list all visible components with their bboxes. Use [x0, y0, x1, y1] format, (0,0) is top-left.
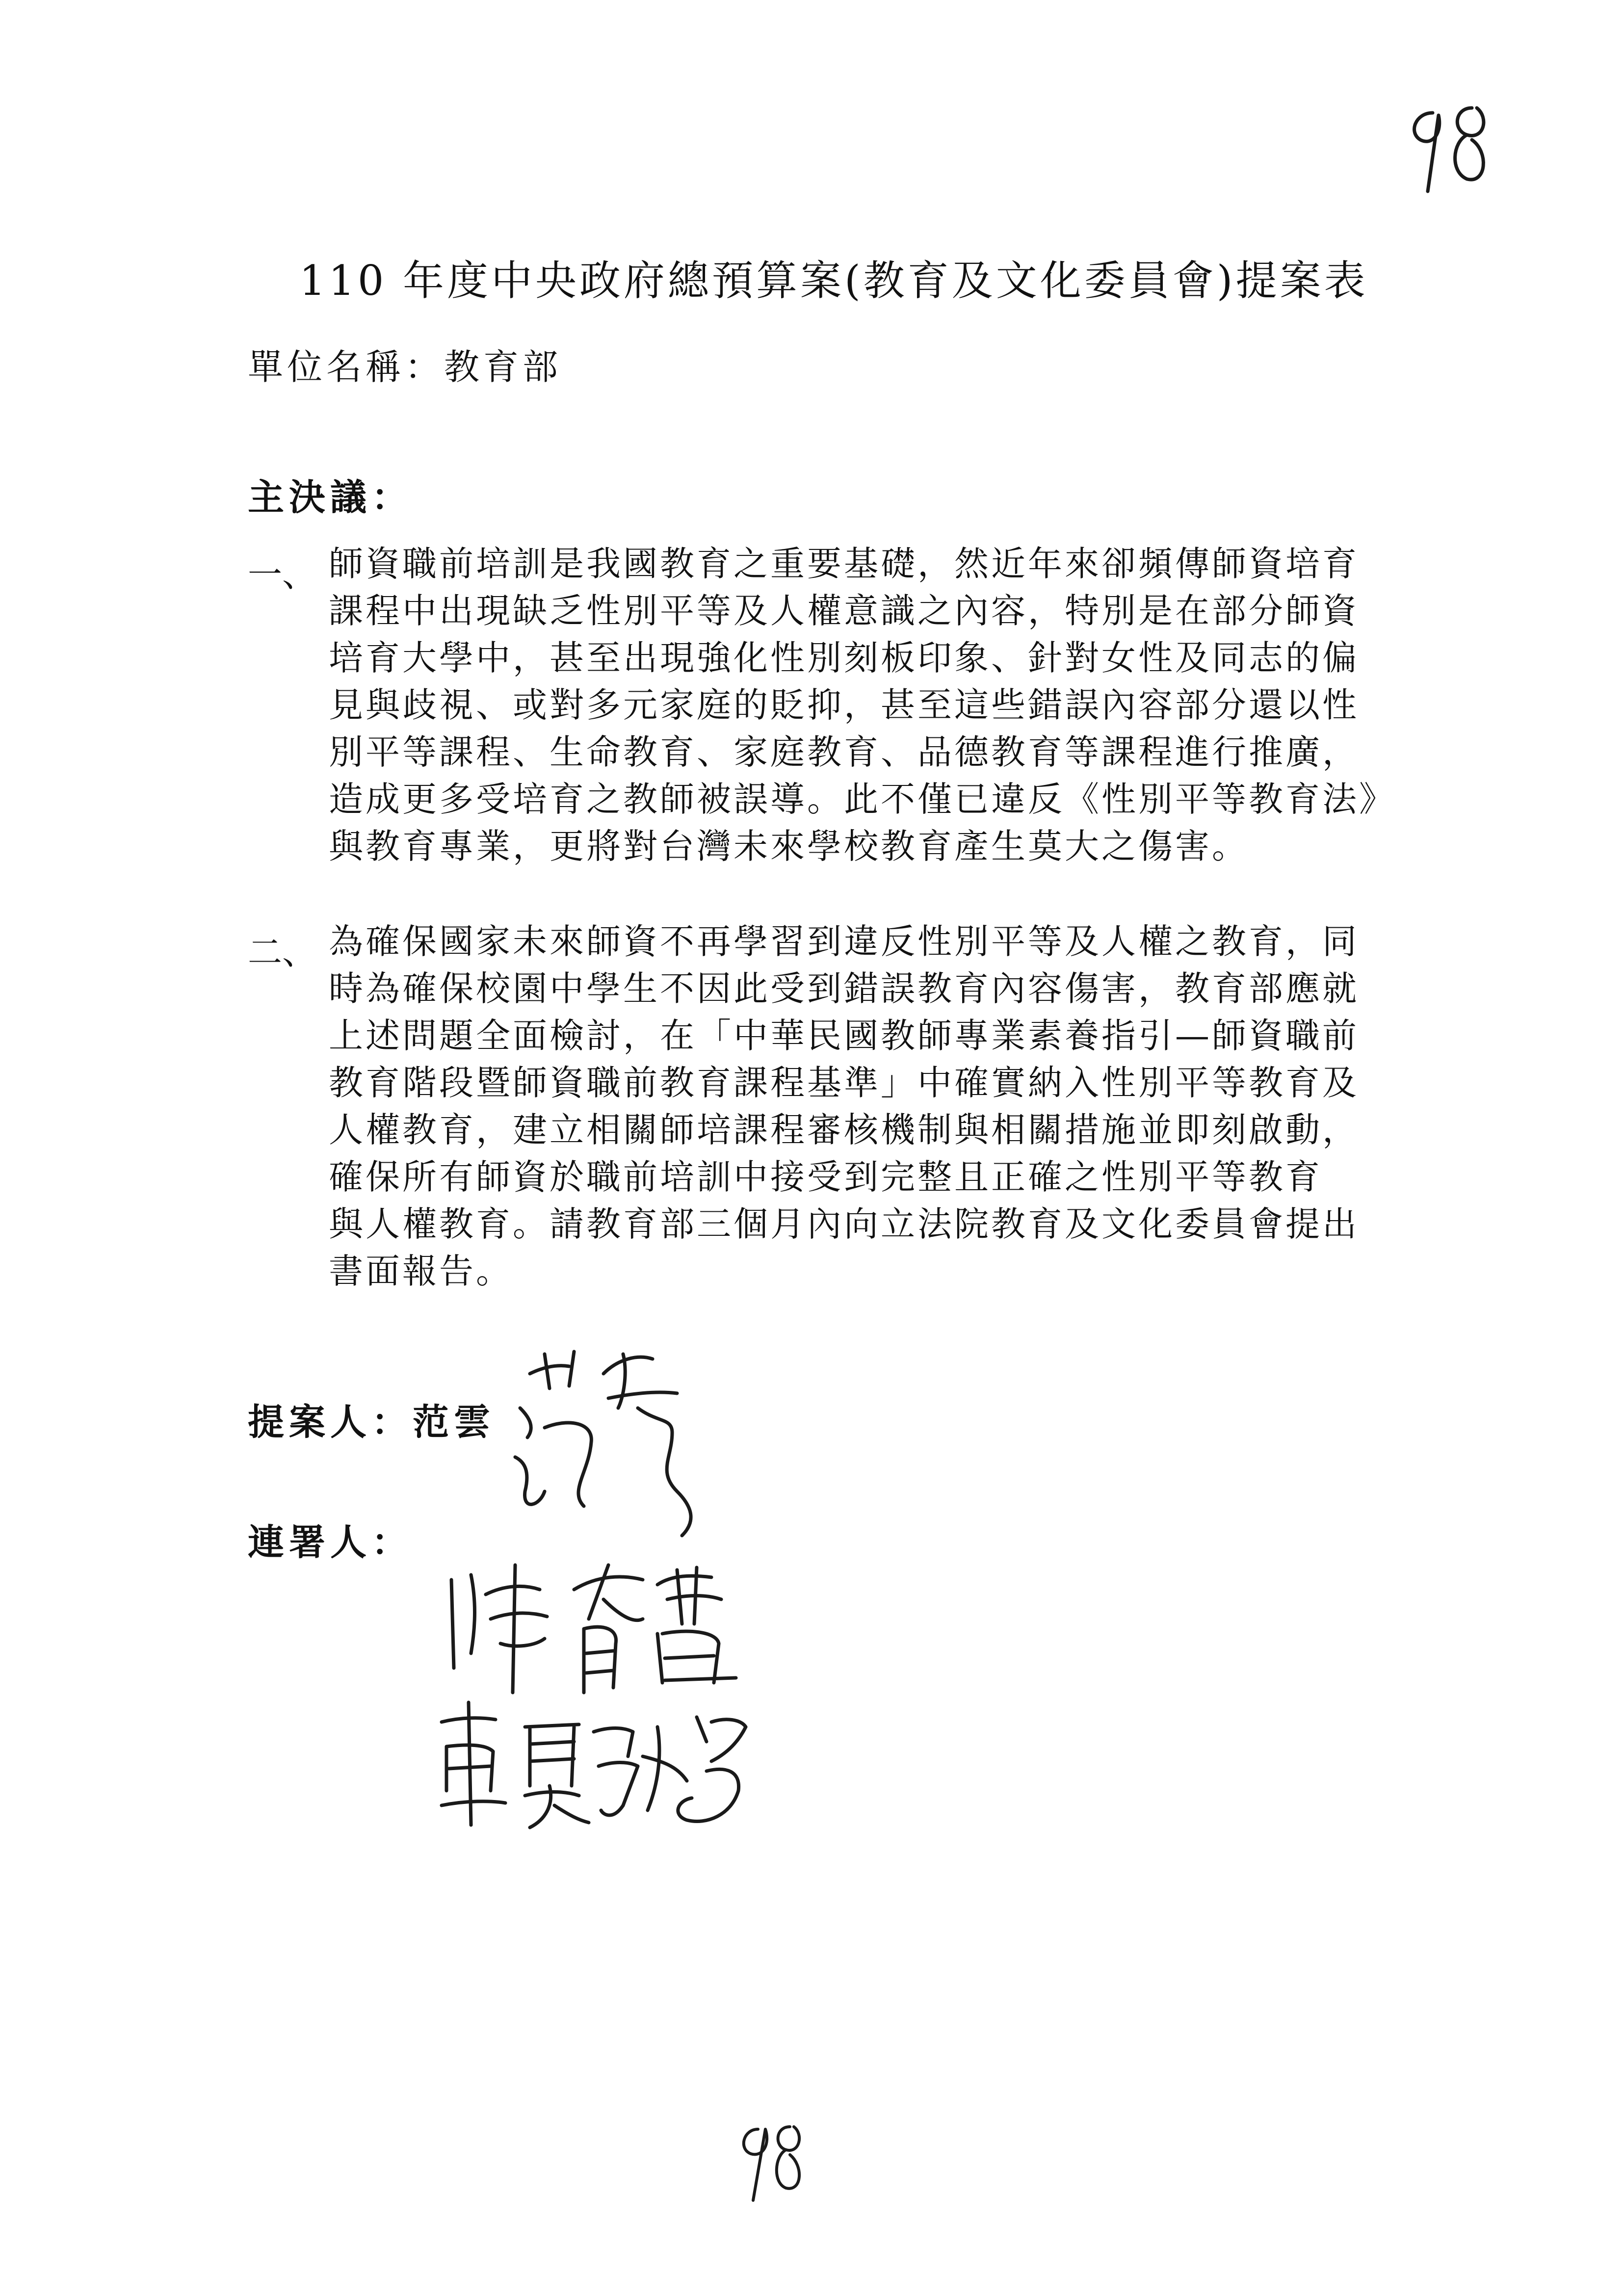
signature-proposer — [510, 1344, 741, 1540]
resolution-number: 二、 — [248, 932, 316, 972]
resolution-line: 時為確保校園中學生不因此受到錯誤教育內容傷害，教育部應就 — [329, 968, 1359, 1009]
main-resolution-heading: 主決議： — [248, 476, 413, 519]
resolution-line: 上述問題全面檢討，在「中華民國教師專業素養指引—師資職前 — [329, 1016, 1359, 1056]
resolution-line: 與教育專業，更將對台灣未來學校教育產生莫大之傷害。 — [329, 826, 1249, 866]
document-title: 110 年度中央政府總預算案(教育及文化委員會)提案表 — [299, 257, 1368, 305]
resolution-line: 與人權教育。請教育部三個月內向立法院教育及文化委員會提出 — [329, 1204, 1359, 1244]
cosigner-label: 連署人： — [248, 1521, 413, 1564]
resolution-line: 見與歧視、或對多元家庭的貶抑，甚至這些錯誤內容部分還以性 — [329, 685, 1359, 725]
resolution-line: 教育階段暨師資職前教育課程基準」中確實納入性別平等教育及 — [329, 1063, 1359, 1103]
resolution-line: 造成更多受培育之教師被誤導。此不僅已違反《性別平等教育法》 — [329, 779, 1396, 819]
signature-cosigner-2 — [432, 1697, 756, 1835]
resolution-line: 培育大學中，甚至出現強化性別刻板印象、針對女性及同志的偏 — [329, 638, 1359, 678]
resolution-line: 課程中出現缺乏性別平等及人權意識之內容，特別是在部分師資 — [329, 591, 1359, 631]
resolution-line: 確保所有師資於職前培訓中接受到完整且正確之性別平等教育 — [329, 1157, 1322, 1197]
page-number-bottom-handwritten — [731, 2114, 810, 2208]
resolution-line: 書面報告。 — [329, 1251, 513, 1291]
resolution-line: 別平等課程、生命教育、家庭教育、品德教育等課程進行推廣， — [329, 732, 1359, 772]
proposer-label: 提案人：范雲 — [248, 1401, 495, 1443]
page-number-top-handwritten — [1398, 93, 1516, 206]
resolution-line: 為確保國家未來師資不再學習到違反性別平等及人權之教育，同 — [329, 921, 1359, 962]
resolution-number: 一、 — [248, 554, 316, 595]
signature-cosigner-1 — [442, 1555, 746, 1702]
resolution-line: 師資職前培訓是我國教育之重要基礎，然近年來卻頻傳師資培育 — [329, 544, 1359, 584]
resolution-line: 人權教育，建立相關師培課程審核機制與相關措施並即刻啟動， — [329, 1110, 1359, 1150]
unit-name: 單位名稱：教育部 — [248, 346, 562, 388]
